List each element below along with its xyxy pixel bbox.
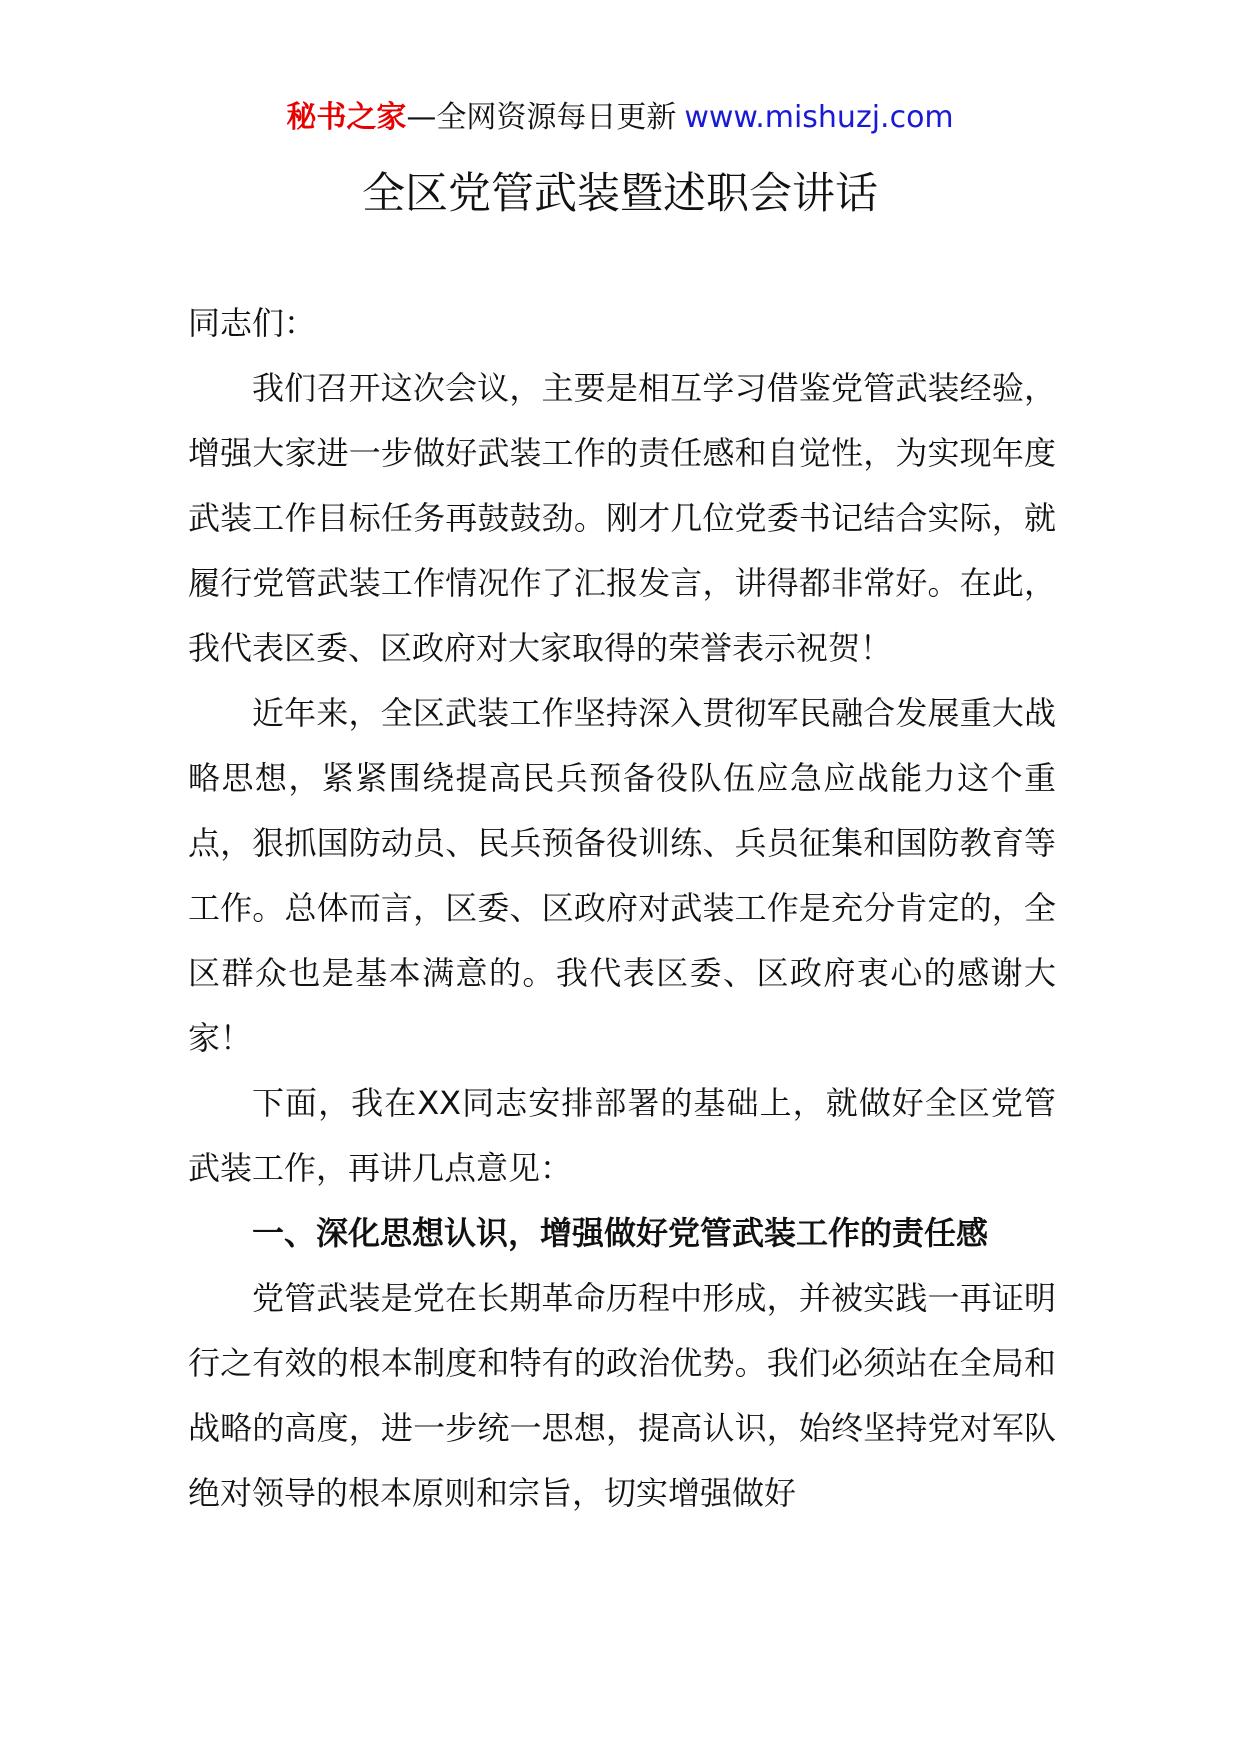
site-banner [0,98,1240,138]
site-url-link[interactable]: www.mishuzj.com [684,100,954,135]
document-body [188,291,1056,1526]
section-heading: 一、深化思想认识，增强做好党管武装工作的责任感 [252,1214,989,1252]
body-paragraph: 我们召开这次会议，主要是相互学习借鉴党管武装经验，增强大家进一步做好武装工作的责任感和自觉性，为实现年度武装工作目标任务再鼓鼓劲。刚才几位党委书记结合实际，就履行党管武装工作情况作了汇报发言，讲得都非常好。在此，我代表区委、区政府对大家取得的荣誉表示祝贺！ [188,369,1056,667]
body-paragraph: 党管武装是党在长期革命历程中形成，并被实践一再证明行之有效的根本制度和特有的政治优势。我们必须站在全局和战略的高度，进一步统一思想，提高认识，始终坚持党对军队绝对领导的根本原则和宗旨，切实增强做好 [188,1279,1056,1512]
document-title: 全区党管武装暨述职会讲话 [362,169,878,219]
salutation: 同志们： [188,304,317,342]
banner-tagline: —全网资源每日更新 [406,100,677,135]
body-paragraph: 近年来，全区武装工作坚持深入贯彻军民融合发展重大战略思想，紧紧围绕提高民兵预备役队伍应急应战能力这个重点，狠抓国防动员、民兵预备役训练、兵员征集和国防教育等工作。总体而言，区委、区政府对武装工作是充分肯定的，全区群众也是基本满意的。我代表区委、区政府衷心的感谢大家！ [188,694,1056,1057]
brand-name: 秘书之家 [286,100,407,135]
body-paragraph: 下面，我在XX同志安排部署的基础上，就做好全区党管武装工作，再讲几点意见： [188,1084,1056,1187]
